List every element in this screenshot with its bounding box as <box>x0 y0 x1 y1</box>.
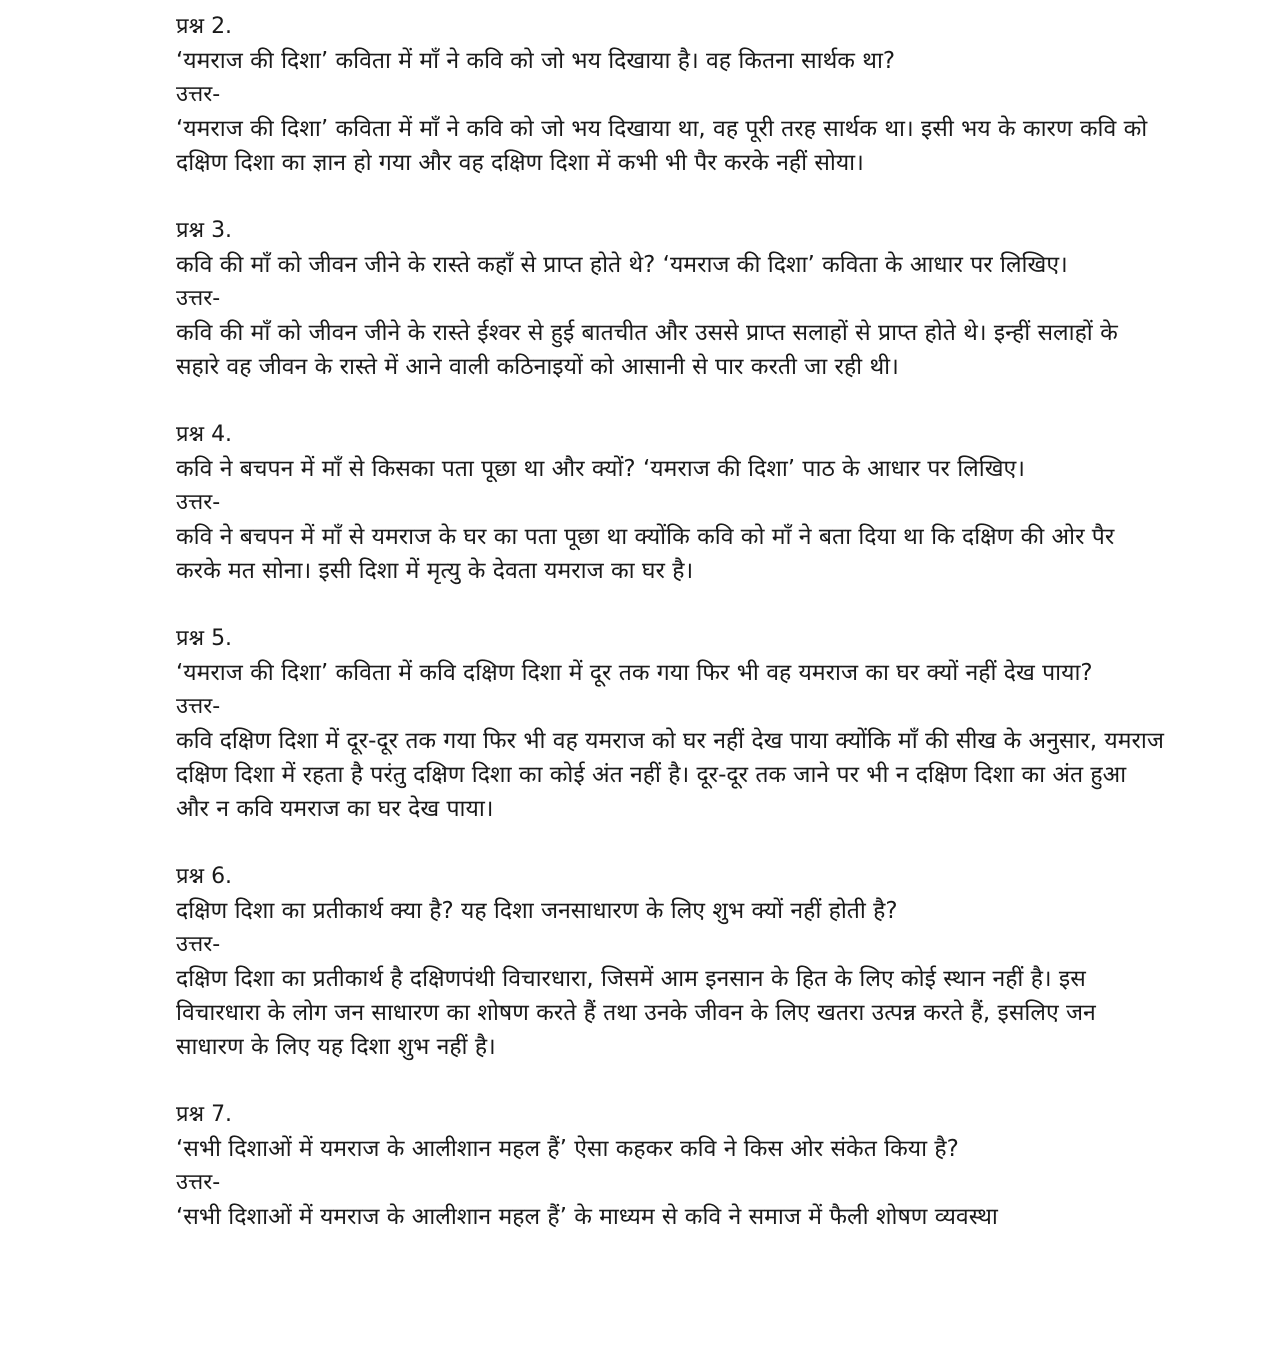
question-text: दक्षिण दिशा का प्रतीकार्थ क्या है? यह दिशा जनसाधारण के लिए शुभ क्यों नहीं होती है? <box>176 898 898 924</box>
qa-block-2 <box>176 10 1166 180</box>
question-text: कवि की माँ को जीवन जीने के रास्ते कहाँ से प्राप्त होते थे? ‘यमराज की दिशा’ कविता के आधार पर लिखिए। <box>176 252 1068 278</box>
question-label: प्रश्न 5. <box>176 626 233 651</box>
question-text: ‘यमराज की दिशा’ कविता में कवि दक्षिण दिशा में दूर तक गया फिर भी वह यमराज का घर क्यों नहीं देख पाया? <box>176 660 1093 686</box>
answer-text: ‘यमराज की दिशा’ कविता में माँ ने कवि को जो भय दिखाया था, वह पूरी तरह सार्थक था। इसी भय के कारण कवि को दक्षिण दिशा का ज्ञान हो गया और वह दक्षिण दिशा में कभी भी पैर करके नहीं सोया। <box>176 116 1148 176</box>
answer-label: उत्तर- <box>176 82 221 107</box>
question-text: ‘यमराज की दिशा’ कविता में माँ ने कवि को जो भय दिखाया है। वह कितना सार्थक था? <box>176 48 896 74</box>
question-label: प्रश्न 3. <box>176 218 233 243</box>
qa-block-3 <box>176 214 1166 384</box>
answer-label: उत्तर- <box>176 286 221 311</box>
question-label: प्रश्न 6. <box>176 864 233 889</box>
answer-text: कवि दक्षिण दिशा में दूर-दूर तक गया फिर भी वह यमराज को घर नहीं देख पाया क्योंकि माँ की सीख के अनुसार, यमराज दक्षिण दिशा में रहता है परंतु दक्षिण दिशा का कोई अंत नहीं है। दूर-दूर तक जाने पर भी न दक्षिण दिशा का अंत हुआ और न कवि यमराज का घर देख पाया। <box>176 728 1164 822</box>
answer-text: कवि की माँ को जीवन जीने के रास्ते ईश्वर से हुई बातचीत और उससे प्राप्त सलाहों से प्राप्त होते थे। इन्हीं सलाहों के सहारे वह जीवन के रास्ते में आने वाली कठिनाइयों को आसानी से पार करती जा रही थी। <box>176 320 1118 380</box>
answer-label: उत्तर- <box>176 694 221 719</box>
answer-text: दक्षिण दिशा का प्रतीकार्थ है दक्षिणपंथी विचारधारा, जिसमें आम इनसान के हित के लिए कोई स्थान नहीं है। इस विचारधारा के लोग जन साधारण का शोषण करते हैं तथा उनके जीवन के लिए खतरा उत्पन्न करते हैं, इसलिए जन साधारण के लिए यह दिशा शुभ नहीं है। <box>176 966 1096 1060</box>
answer-label: उत्तर- <box>176 490 221 515</box>
qa-block-6 <box>176 860 1166 1064</box>
answer-label: उत्तर- <box>176 932 221 957</box>
answer-text: कवि ने बचपन में माँ से यमराज के घर का पता पूछा था क्योंकि कवि को माँ ने बता दिया था कि दक्षिण की ओर पैर करके मत सोना। इसी दिशा में मृत्यु के देवता यमराज का घर है। <box>176 524 1115 584</box>
answer-text: ‘सभी दिशाओं में यमराज के आलीशान महल हैं’ के माध्यम से कवि ने समाज में फैली शोषण व्यवस्था <box>176 1204 998 1230</box>
question-text: कवि ने बचपन में माँ से किसका पता पूछा था और क्यों? ‘यमराज की दिशा’ पाठ के आधार पर लिखिए। <box>176 456 1025 482</box>
qa-block-4 <box>176 418 1166 588</box>
question-label: प्रश्न 2. <box>176 14 233 39</box>
question-label: प्रश्न 7. <box>176 1102 233 1127</box>
document-body <box>176 10 1166 1268</box>
answer-label: उत्तर- <box>176 1170 221 1195</box>
qa-block-7 <box>176 1098 1166 1234</box>
question-text: ‘सभी दिशाओं में यमराज के आलीशान महल हैं’ ऐसा कहकर कवि ने किस ओर संकेत किया है? <box>176 1136 959 1162</box>
qa-block-5 <box>176 622 1166 826</box>
question-label: प्रश्न 4. <box>176 422 233 447</box>
